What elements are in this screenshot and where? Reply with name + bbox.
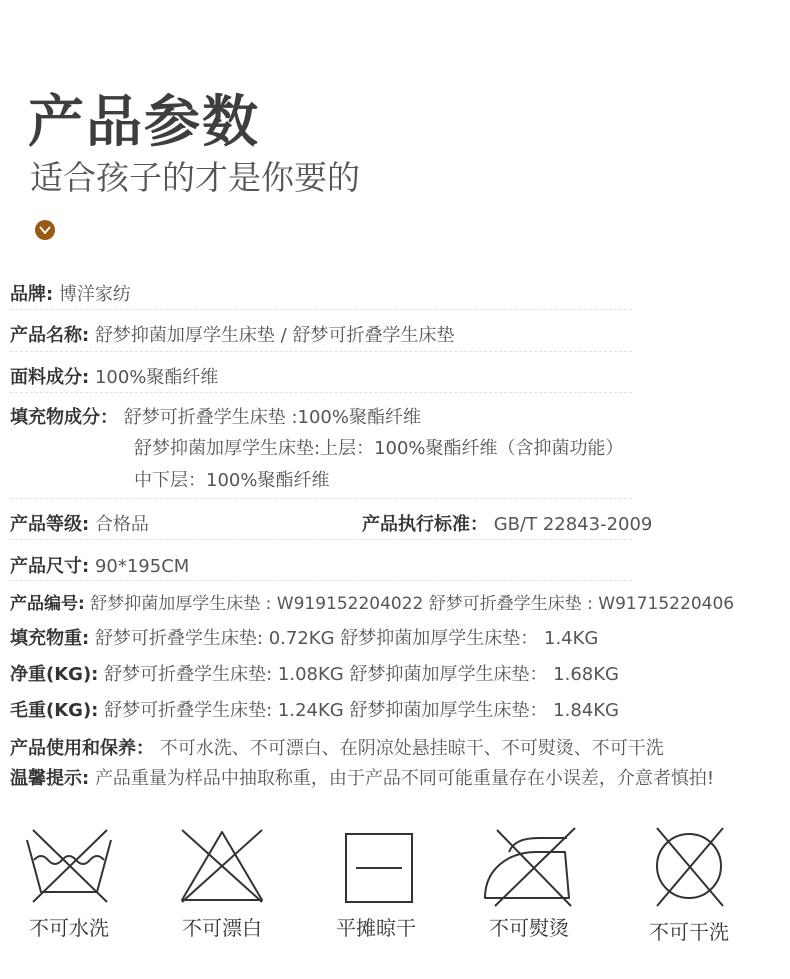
- care-item: [474, 822, 584, 941]
- care-label: 不可熨烫: [489, 916, 569, 940]
- spec-row-filling: [10, 403, 421, 429]
- spec-value: 舒梦抑菌加厚学生床垫 / 舒梦可折叠学生床垫: [94, 325, 455, 346]
- spec-value: 中下层：100%聚酯纤维: [134, 470, 330, 491]
- divider: [10, 498, 632, 499]
- spec-value: 100%聚酯纤维: [94, 367, 219, 388]
- no-bleach-icon: [172, 822, 272, 912]
- spec-row-standard: [362, 510, 652, 536]
- care-item: [14, 822, 124, 941]
- spec-value: 舒梦可折叠学生床垫: 1.08KG 舒梦抑菌加厚学生床垫： 1.68KG: [104, 664, 619, 685]
- spec-value: 合格品: [94, 514, 149, 535]
- divider: [10, 392, 632, 393]
- spec-label: 产品使用和保养：: [10, 738, 154, 759]
- spec-row-size: [10, 552, 189, 578]
- spec-row-grade: [10, 510, 149, 536]
- no-dry-clean-icon: [639, 822, 739, 912]
- spec-value: 不可水洗、不可漂白、在阴凉处悬挂晾干、不可熨烫、不可干洗: [159, 738, 664, 759]
- spec-label: 毛重(KG):: [10, 700, 99, 721]
- spec-value: 舒梦可折叠学生床垫 :100%聚酯纤维: [123, 407, 421, 428]
- care-item: [167, 822, 277, 941]
- flat-dry-icon: [326, 822, 426, 912]
- spec-value: 博洋家纺: [58, 284, 131, 305]
- spec-row-fill-weight: [10, 624, 598, 650]
- spec-row-net-weight: [10, 660, 619, 686]
- chevron-down-icon: [35, 220, 55, 240]
- page-subtitle: 适合孩子的才是你要的: [30, 158, 360, 197]
- care-item: [321, 822, 431, 941]
- care-label: 平摊晾干: [336, 916, 416, 940]
- divider: [10, 351, 632, 352]
- spec-value: 90*195CM: [94, 556, 190, 577]
- spec-row-notice: [10, 764, 714, 790]
- spec-row-code: [10, 589, 734, 614]
- spec-row-care: [10, 734, 664, 760]
- spec-row-gross-weight: [10, 696, 619, 722]
- spec-value: 产品重量为样品中抽取称重，由于产品不同可能重量存在小误差，介意者慎拍!: [94, 768, 715, 789]
- spec-label: 净重(KG):: [10, 664, 99, 685]
- spec-row-fabric: [10, 363, 218, 389]
- spec-label: 产品尺寸:: [10, 556, 90, 577]
- spec-label: 品牌:: [10, 284, 54, 305]
- spec-label: 填充物成分：: [10, 407, 118, 428]
- spec-label: 面料成分:: [10, 367, 90, 388]
- no-wash-icon: [19, 822, 119, 912]
- spec-row-filling-line: [134, 466, 329, 492]
- spec-row-filling-line: [134, 434, 624, 460]
- care-label: 不可水洗: [29, 916, 109, 940]
- care-item: [634, 822, 744, 945]
- no-iron-icon: [479, 822, 579, 912]
- spec-value: 舒梦抑菌加厚学生床垫:上层：100%聚酯纤维（含抑菌功能）: [134, 438, 624, 459]
- spec-value: GB/T 22843-2009: [493, 514, 653, 535]
- divider: [10, 580, 632, 581]
- spec-value: 舒梦可折叠学生床垫: 1.24KG 舒梦抑菌加厚学生床垫： 1.84KG: [104, 700, 619, 721]
- page-title: 产品参数: [28, 90, 260, 155]
- spec-label: 产品执行标准：: [362, 514, 488, 535]
- spec-label: 温馨提示:: [10, 768, 90, 789]
- spec-label: 产品等级:: [10, 514, 90, 535]
- spec-label: 填充物重:: [10, 628, 90, 649]
- spec-value: 舒梦可折叠学生床垫: 0.72KG 舒梦抑菌加厚学生床垫： 1.4KG: [94, 628, 599, 649]
- care-label: 不可干洗: [649, 920, 729, 944]
- spec-row-brand: [10, 280, 131, 306]
- spec-label: 产品名称:: [10, 325, 90, 346]
- spec-value: 舒梦抑菌加厚学生床垫 : W919152204022 舒梦可折叠学生床垫 : W91715220406: [90, 594, 735, 614]
- divider: [10, 539, 632, 540]
- spec-row-product-name: [10, 321, 454, 347]
- care-label: 不可漂白: [182, 916, 262, 940]
- spec-label: 产品编号:: [10, 594, 85, 614]
- divider: [10, 309, 632, 310]
